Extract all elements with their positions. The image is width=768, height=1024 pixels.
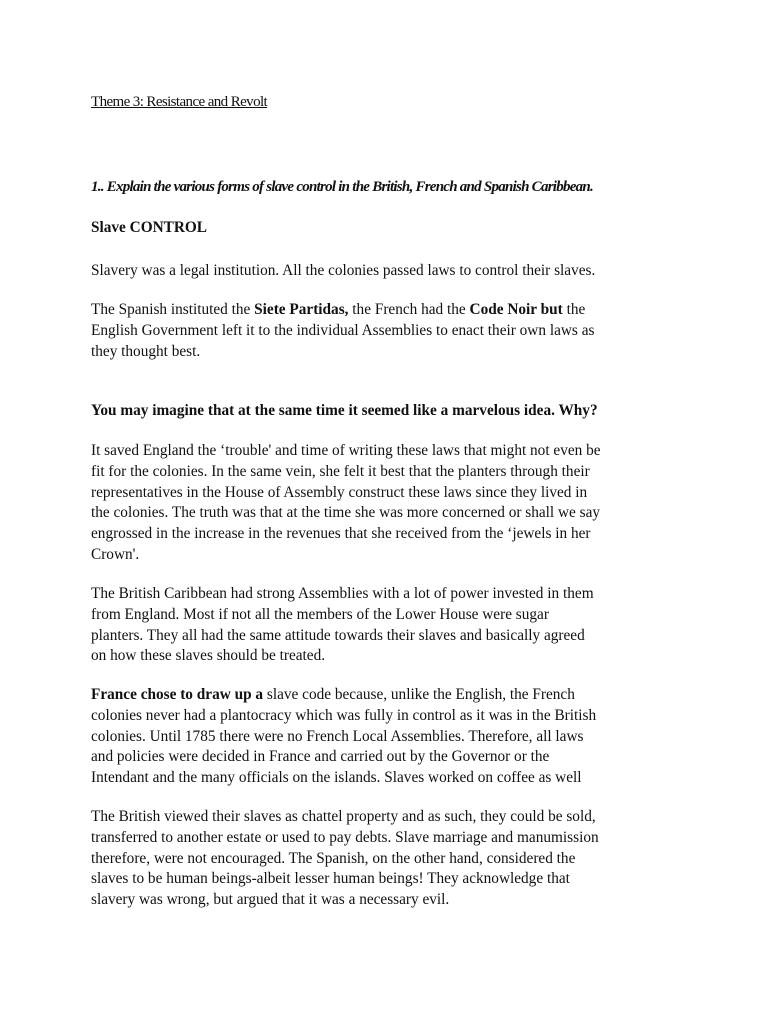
paragraph-line: slaves to be human beings-albeit lesser human beings! They acknowledge that <box>91 870 570 888</box>
paragraph-line: Slavery was a legal institution. All the colonies passed laws to control their slaves. <box>91 262 596 279</box>
paragraph-line: planters. They all had the same attitude towards their slaves and basically agreed <box>91 626 585 644</box>
text-run: the French had the <box>348 301 470 318</box>
text-run: the <box>562 301 586 318</box>
question-heading: You may imagine that at the same time it seemed like a marvelous idea. Why? <box>91 402 598 419</box>
text-run: The Spanish instituted the <box>91 301 255 318</box>
theme-title: Theme 3: Resistance and Revolt <box>91 94 268 110</box>
bold-term-code-noir: Code Noir but <box>469 301 563 318</box>
paragraph-line: engrossed in the increase in the revenues that she received from the ‘jewels in her <box>91 525 591 543</box>
paragraph-line: on how these slaves should be treated. <box>91 647 326 665</box>
paragraph-line: and policies were decided in France and carried out by the Governor or the <box>91 748 550 766</box>
paragraph-line: slavery was wrong, but argued that it was a necessary evil. <box>91 891 450 909</box>
paragraph-legal-institution <box>91 261 691 282</box>
essay-question: 1.. Explain the various forms of slave control in the British, French and Spanish Caribbean. <box>91 179 593 195</box>
paragraph-line: representatives in the House of Assembly construct these laws since they lived in <box>91 483 588 501</box>
paragraph-france-slave-code <box>91 685 691 789</box>
paragraph-england-reasons <box>91 441 691 566</box>
paragraph-line: transferred to another estate or used to pay debts. Slave marriage and manumission <box>91 828 599 846</box>
paragraph-line: colonies never had a plantocracy which was fully in control as it was in the British <box>91 706 597 724</box>
paragraph-line <box>91 300 691 321</box>
paragraph-line: The British Caribbean had strong Assemblies with a lot of power invested in them <box>91 585 594 602</box>
bold-term-siete-partidas: Siete Partidas, <box>254 301 349 318</box>
section-heading: Slave CONTROL <box>91 219 208 236</box>
paragraph-line: The British viewed their slaves as chattel property and as such, they could be sold, <box>91 808 596 825</box>
paragraph-line: English Government left it to the individual Assemblies to enact their own laws as <box>91 321 595 339</box>
paragraph-line: It saved England the ‘trouble' and time of writing these laws that might not even be <box>91 442 601 459</box>
bold-lead-text: France chose to draw up a <box>91 686 264 703</box>
paragraph-line: therefore, were not encouraged. The Spanish, on the other hand, considered the <box>91 849 576 867</box>
paragraph-chattel-property <box>91 807 691 911</box>
paragraph-line: the colonies. The truth was that at the time she was more concerned or shall we say <box>91 504 601 522</box>
paragraph-line: fit for the colonies. In the same vein, she felt it best that the planters through their <box>91 462 590 480</box>
paragraph-line: Crown'. <box>91 545 140 563</box>
paragraph-slave-codes <box>91 300 691 362</box>
text-run: slave code because, unlike the English, the French <box>263 686 575 703</box>
paragraph-line: Intendant and the many officials on the islands. Slaves worked on coffee as well <box>91 769 582 787</box>
paragraph-line <box>91 685 691 706</box>
paragraph-line: from England. Most if not all the members of the Lower House were sugar <box>91 605 549 623</box>
paragraph-british-assemblies <box>91 584 691 667</box>
paragraph-line: they thought best. <box>91 342 201 360</box>
paragraph-line: colonies. Until 1785 there were no French Local Assemblies. Therefore, all laws <box>91 727 584 745</box>
